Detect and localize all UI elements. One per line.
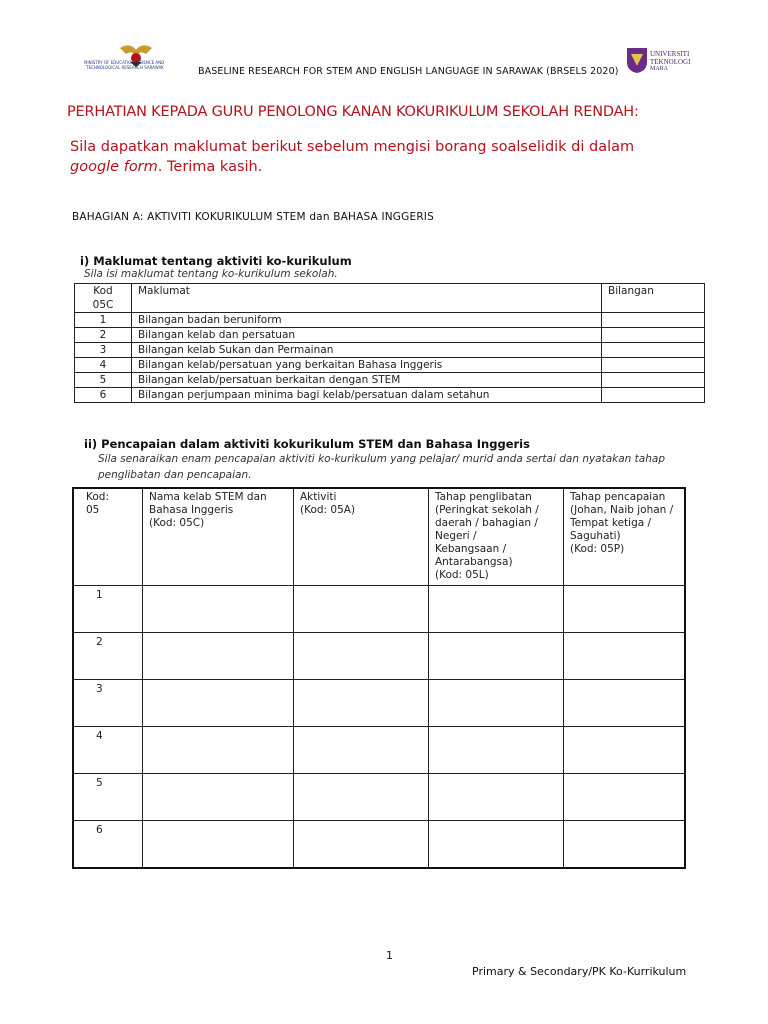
- participation-cell[interactable]: [429, 821, 564, 869]
- activity-cell[interactable]: [294, 633, 429, 680]
- bilangan-cell[interactable]: [602, 328, 705, 343]
- participation-cell[interactable]: [429, 727, 564, 774]
- uitm-text-1: UNIVERSITI: [650, 50, 690, 58]
- ministry-logo: [80, 40, 195, 76]
- achievement-level-header: Tahap pencapaian (Johan, Naib johan / Tempat ketiga / Saguhati) (Kod: 05P): [564, 488, 686, 586]
- activity-cell[interactable]: [294, 727, 429, 774]
- row-label: Bilangan kelab/persatuan yang berkaitan Bahasa Inggeris: [132, 358, 602, 373]
- hornbill-crest-icon: [80, 40, 195, 76]
- logo-text-1: MINISTRY OF EDUCATION, SCIENCE AND: [84, 60, 165, 65]
- activity-cell[interactable]: [294, 821, 429, 869]
- activity-cell[interactable]: [294, 774, 429, 821]
- part-i-heading: i) Maklumat tentang aktiviti ko-kurikulum: [80, 254, 352, 268]
- table-row: [75, 373, 705, 388]
- instruction-text: [70, 137, 710, 177]
- uitm-logo: [626, 44, 696, 76]
- table-header-row: [75, 284, 705, 313]
- participation-cell[interactable]: [429, 680, 564, 727]
- logo-text-2: TECHNOLOGICAL RESEARCH SARAWAK: [86, 65, 164, 70]
- activity-header: Aktiviti (Kod: 05A): [294, 488, 429, 586]
- kod-number: 05C: [92, 299, 114, 311]
- bilangan-cell[interactable]: [602, 343, 705, 358]
- row-label: Bilangan badan beruniform: [132, 313, 602, 328]
- activity-cell[interactable]: [294, 586, 429, 633]
- row-number: 1: [75, 313, 132, 328]
- maklumat-header: Maklumat: [132, 284, 602, 313]
- participation-cell[interactable]: [429, 633, 564, 680]
- row-label: Bilangan kelab dan persatuan: [132, 328, 602, 343]
- row-number: 5: [73, 774, 143, 821]
- table-row: [75, 328, 705, 343]
- part-ii-note: Sila senaraikan enam pencapaian aktiviti ko-kurikulum yang pelajar/ murid anda sertai dan nyatakan tahap penglibatan dan pencapaian.: [98, 453, 665, 481]
- activity-cell[interactable]: [294, 680, 429, 727]
- row-number: 4: [75, 358, 132, 373]
- club-name-cell[interactable]: [143, 821, 294, 869]
- row-number: 2: [73, 633, 143, 680]
- club-name-cell[interactable]: [143, 586, 294, 633]
- club-name-header: Nama kelab STEM dan Bahasa Inggeris (Kod: 05C): [143, 488, 294, 586]
- notice-heading: PERHATIAN KEPADA GURU PENOLONG KANAN KOKURIKULUM SEKOLAH RENDAH:: [67, 104, 639, 120]
- table-row: [75, 388, 705, 403]
- document-header-title: BASELINE RESEARCH FOR STEM AND ENGLISH LANGUAGE IN SARAWAK (BRSELS 2020): [198, 66, 619, 77]
- bilangan-cell[interactable]: [602, 388, 705, 403]
- table-row: [75, 358, 705, 373]
- participation-cell[interactable]: [429, 774, 564, 821]
- row-label: Bilangan kelab/persatuan berkaitan dengan STEM: [132, 373, 602, 388]
- row-number: 1: [73, 586, 143, 633]
- table-row: [75, 343, 705, 358]
- table-row: [75, 313, 705, 328]
- table-row: [73, 586, 685, 633]
- bilangan-cell[interactable]: [602, 313, 705, 328]
- uitm-shield-icon: [626, 46, 648, 74]
- kod-label: Kod: [93, 285, 113, 297]
- part-ii-heading: ii) Pencapaian dalam aktiviti kokurikulum STEM dan Bahasa Inggeris: [84, 437, 530, 451]
- achievement-cell[interactable]: [564, 774, 686, 821]
- instruction-form-name: google form: [70, 159, 158, 175]
- page-number: 1: [386, 949, 393, 962]
- achievement-cell[interactable]: [564, 680, 686, 727]
- table-row: [73, 821, 685, 869]
- row-number: 6: [73, 821, 143, 869]
- uitm-text-3: MARA: [650, 66, 669, 72]
- achievement-cell[interactable]: [564, 586, 686, 633]
- participation-cell[interactable]: [429, 586, 564, 633]
- table-row: [73, 633, 685, 680]
- club-name-cell[interactable]: [143, 774, 294, 821]
- instruction-part1: Sila dapatkan maklumat berikut sebelum mengisi borang soalselidik di dalam: [70, 139, 635, 155]
- achievement-cell[interactable]: [564, 821, 686, 869]
- achievement-table: [72, 487, 686, 869]
- cocurricular-info-table: [74, 283, 705, 403]
- row-number: 4: [73, 727, 143, 774]
- row-number: 6: [75, 388, 132, 403]
- instruction-part2: . Terima kasih.: [157, 159, 263, 175]
- row-number: 2: [75, 328, 132, 343]
- row-label: Bilangan perjumpaan minima bagi kelab/persatuan dalam setahun: [132, 388, 602, 403]
- kod-header: [75, 284, 132, 313]
- club-name-cell[interactable]: [143, 727, 294, 774]
- row-label: Bilangan kelab Sukan dan Permainan: [132, 343, 602, 358]
- footer-text: Primary & Secondary/PK Ko-Kurrikulum: [472, 965, 687, 978]
- bilangan-header: Bilangan: [602, 284, 705, 313]
- table-row: [73, 680, 685, 727]
- row-number: 5: [75, 373, 132, 388]
- achievement-cell[interactable]: [564, 727, 686, 774]
- club-name-cell[interactable]: [143, 680, 294, 727]
- section-a-heading: BAHAGIAN A: AKTIVITI KOKURIKULUM STEM dan BAHASA INGGERIS: [72, 211, 434, 223]
- row-number: 3: [73, 680, 143, 727]
- club-name-cell[interactable]: [143, 633, 294, 680]
- row-number: 3: [75, 343, 132, 358]
- uitm-text-2: TEKNOLOGI: [650, 58, 691, 66]
- table-header-row: [73, 488, 685, 586]
- bilangan-cell[interactable]: [602, 358, 705, 373]
- achievement-cell[interactable]: [564, 633, 686, 680]
- bilangan-cell[interactable]: [602, 373, 705, 388]
- table-row: [73, 727, 685, 774]
- kod-05-header: Kod: 05: [73, 488, 143, 586]
- table-row: [73, 774, 685, 821]
- participation-level-header: Tahap penglibatan (Peringkat sekolah / daerah / bahagian / Negeri / Kebangsaan / Antarabangsa) (Kod: 05L): [429, 488, 564, 586]
- part-i-note: Sila isi maklumat tentang ko-kurikulum sekolah.: [84, 268, 338, 280]
